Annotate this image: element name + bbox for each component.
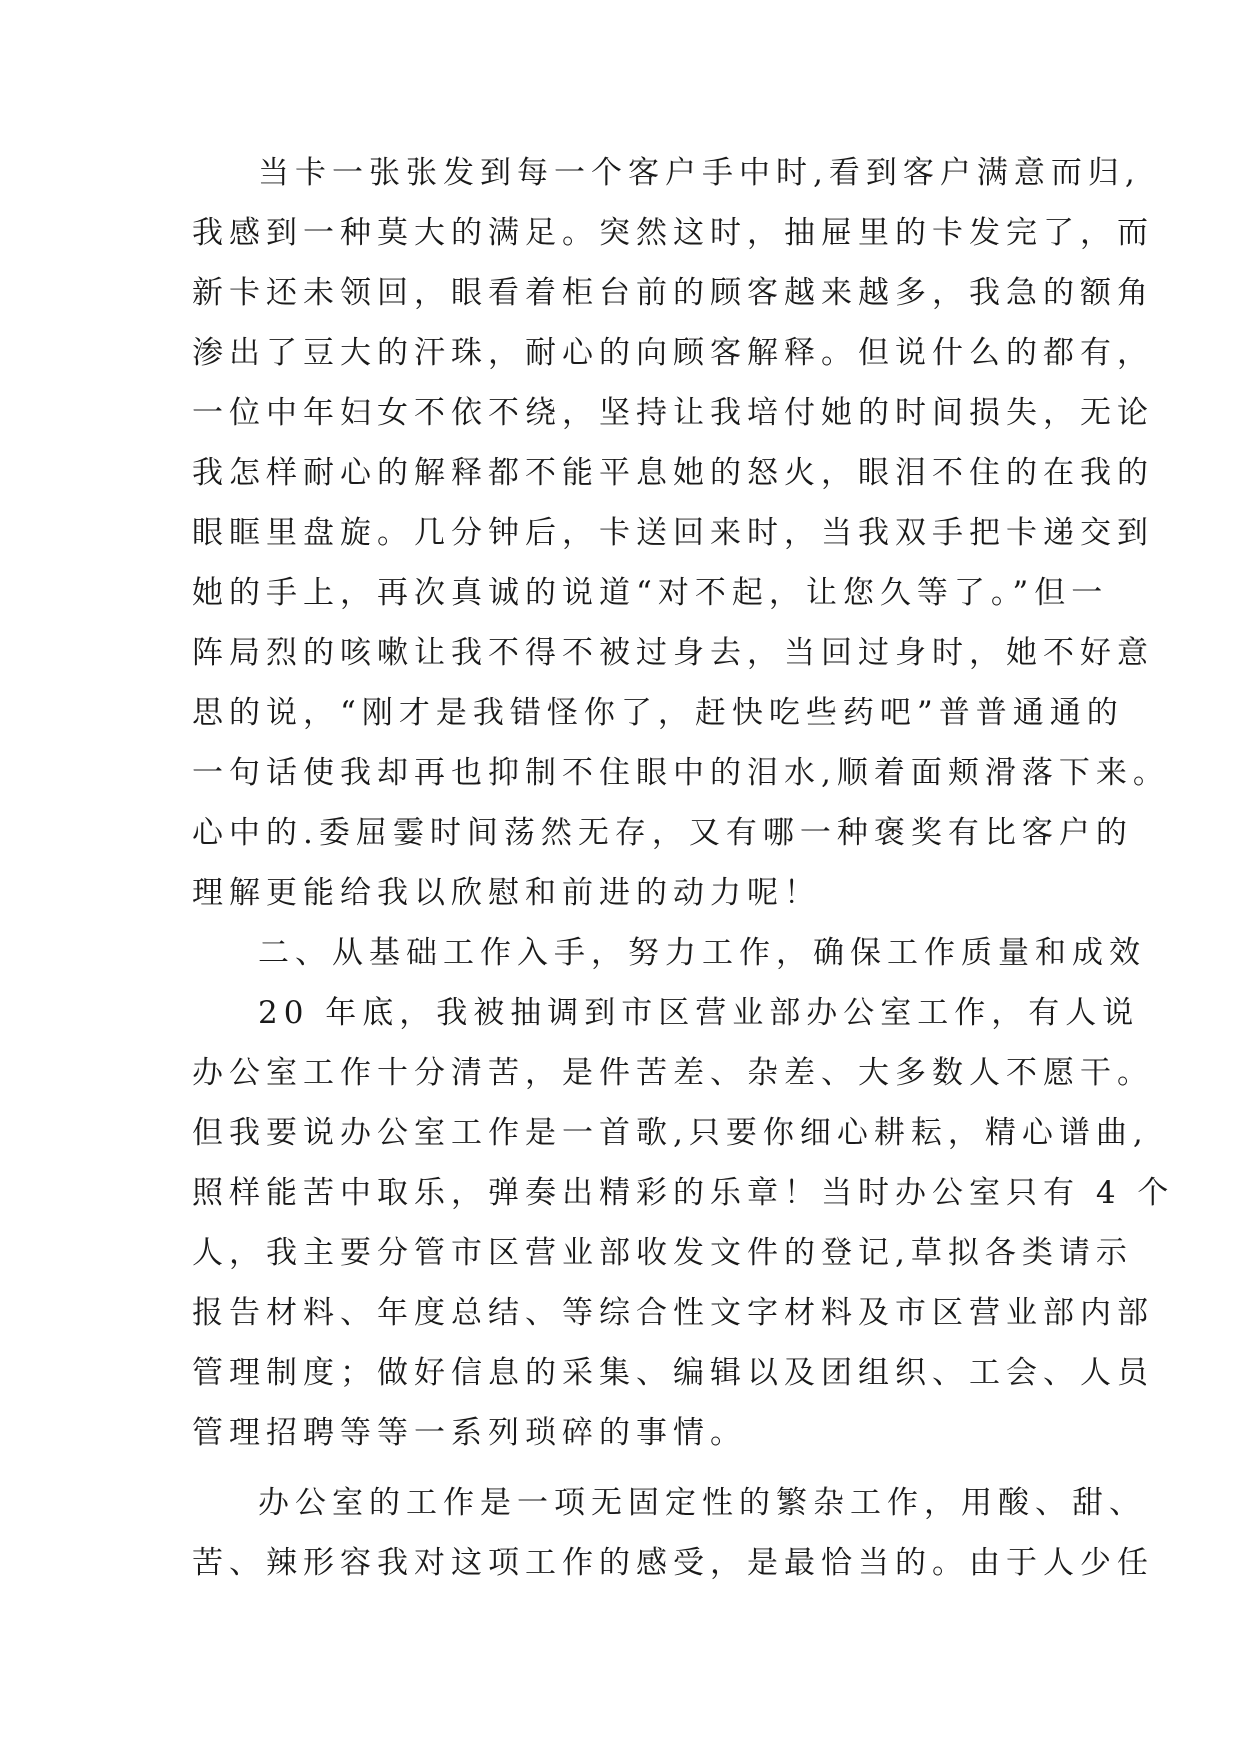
text-line: 新卡还未领回，眼看着柜台前的顾客越来越多，我急的额角 [192,275,1154,311]
text-line: 照样能苦中取乐，弹奏出精彩的乐章！当时办公室只有 4 个 [192,1175,1175,1211]
text-line: 思的说，“刚才是我错怪你了，赶快吃些药吧”普普通通的 [192,695,1124,731]
text-line: 阵局烈的咳嗽让我不得不被过身去，当回过身时，她不好意 [192,635,1154,671]
text-line: 管理招聘等等一系列琐碎的事情。 [192,1415,747,1451]
text-line: 苦、辣形容我对这项工作的感受，是最恰当的。由于人少任 [192,1545,1154,1581]
text-line: 她的手上，再次真诚的说道“对不起，让您久等了。”但一 [192,575,1109,611]
text-line: 一句话使我却再也抑制不住眼中的泪水,顺着面颊滑落下来。 [192,755,1170,791]
text-line: 办公室工作十分清苦，是件苦差、杂差、大多数人不愿干。 [192,1055,1154,1091]
text-line: 报告材料、年度总结、等综合性文字材料及市区营业部内部 [192,1295,1154,1331]
text-line: 但我要说办公室工作是一首歌,只要你细心耕耘，精心谱曲, [192,1115,1149,1151]
text-line: 理解更能给我以欣慰和前进的动力呢！ [192,875,821,911]
text-line: 办公室的工作是一项无固定性的繁杂工作，用酸、甜、 [258,1485,1146,1521]
text-line: 人，我主要分管市区营业部收发文件的登记,草拟各类请示 [192,1235,1133,1271]
text-line: 渗出了豆大的汗珠，耐心的向顾客解释。但说什么的都有， [192,335,1154,371]
text-line: 当卡一张张发到每一个客户手中时,看到客户满意而归, [258,155,1141,191]
text-line: 我感到一种莫大的满足。突然这时，抽屉里的卡发完了，而 [192,215,1154,251]
section-heading: 二、从基础工作入手，努力工作，确保工作质量和成效 [258,935,1146,971]
text-line: 眼眶里盘旋。几分钟后，卡送回来时，当我双手把卡递交到 [192,515,1154,551]
text-line: 一位中年妇女不依不绕，坚持让我培付她的时间损失，无论 [192,395,1154,431]
text-line: 20 年底，我被抽调到市区营业部办公室工作，有人说 [258,995,1140,1031]
text-line: 管理制度；做好信息的采集、编辑以及团组织、工会、人员 [192,1355,1154,1391]
text-line: 心中的.委屈霎时间荡然无存，又有哪一种褒奖有比客户的 [192,815,1133,851]
text-line: 我怎样耐心的解释都不能平息她的怒火，眼泪不住的在我的 [192,455,1154,491]
